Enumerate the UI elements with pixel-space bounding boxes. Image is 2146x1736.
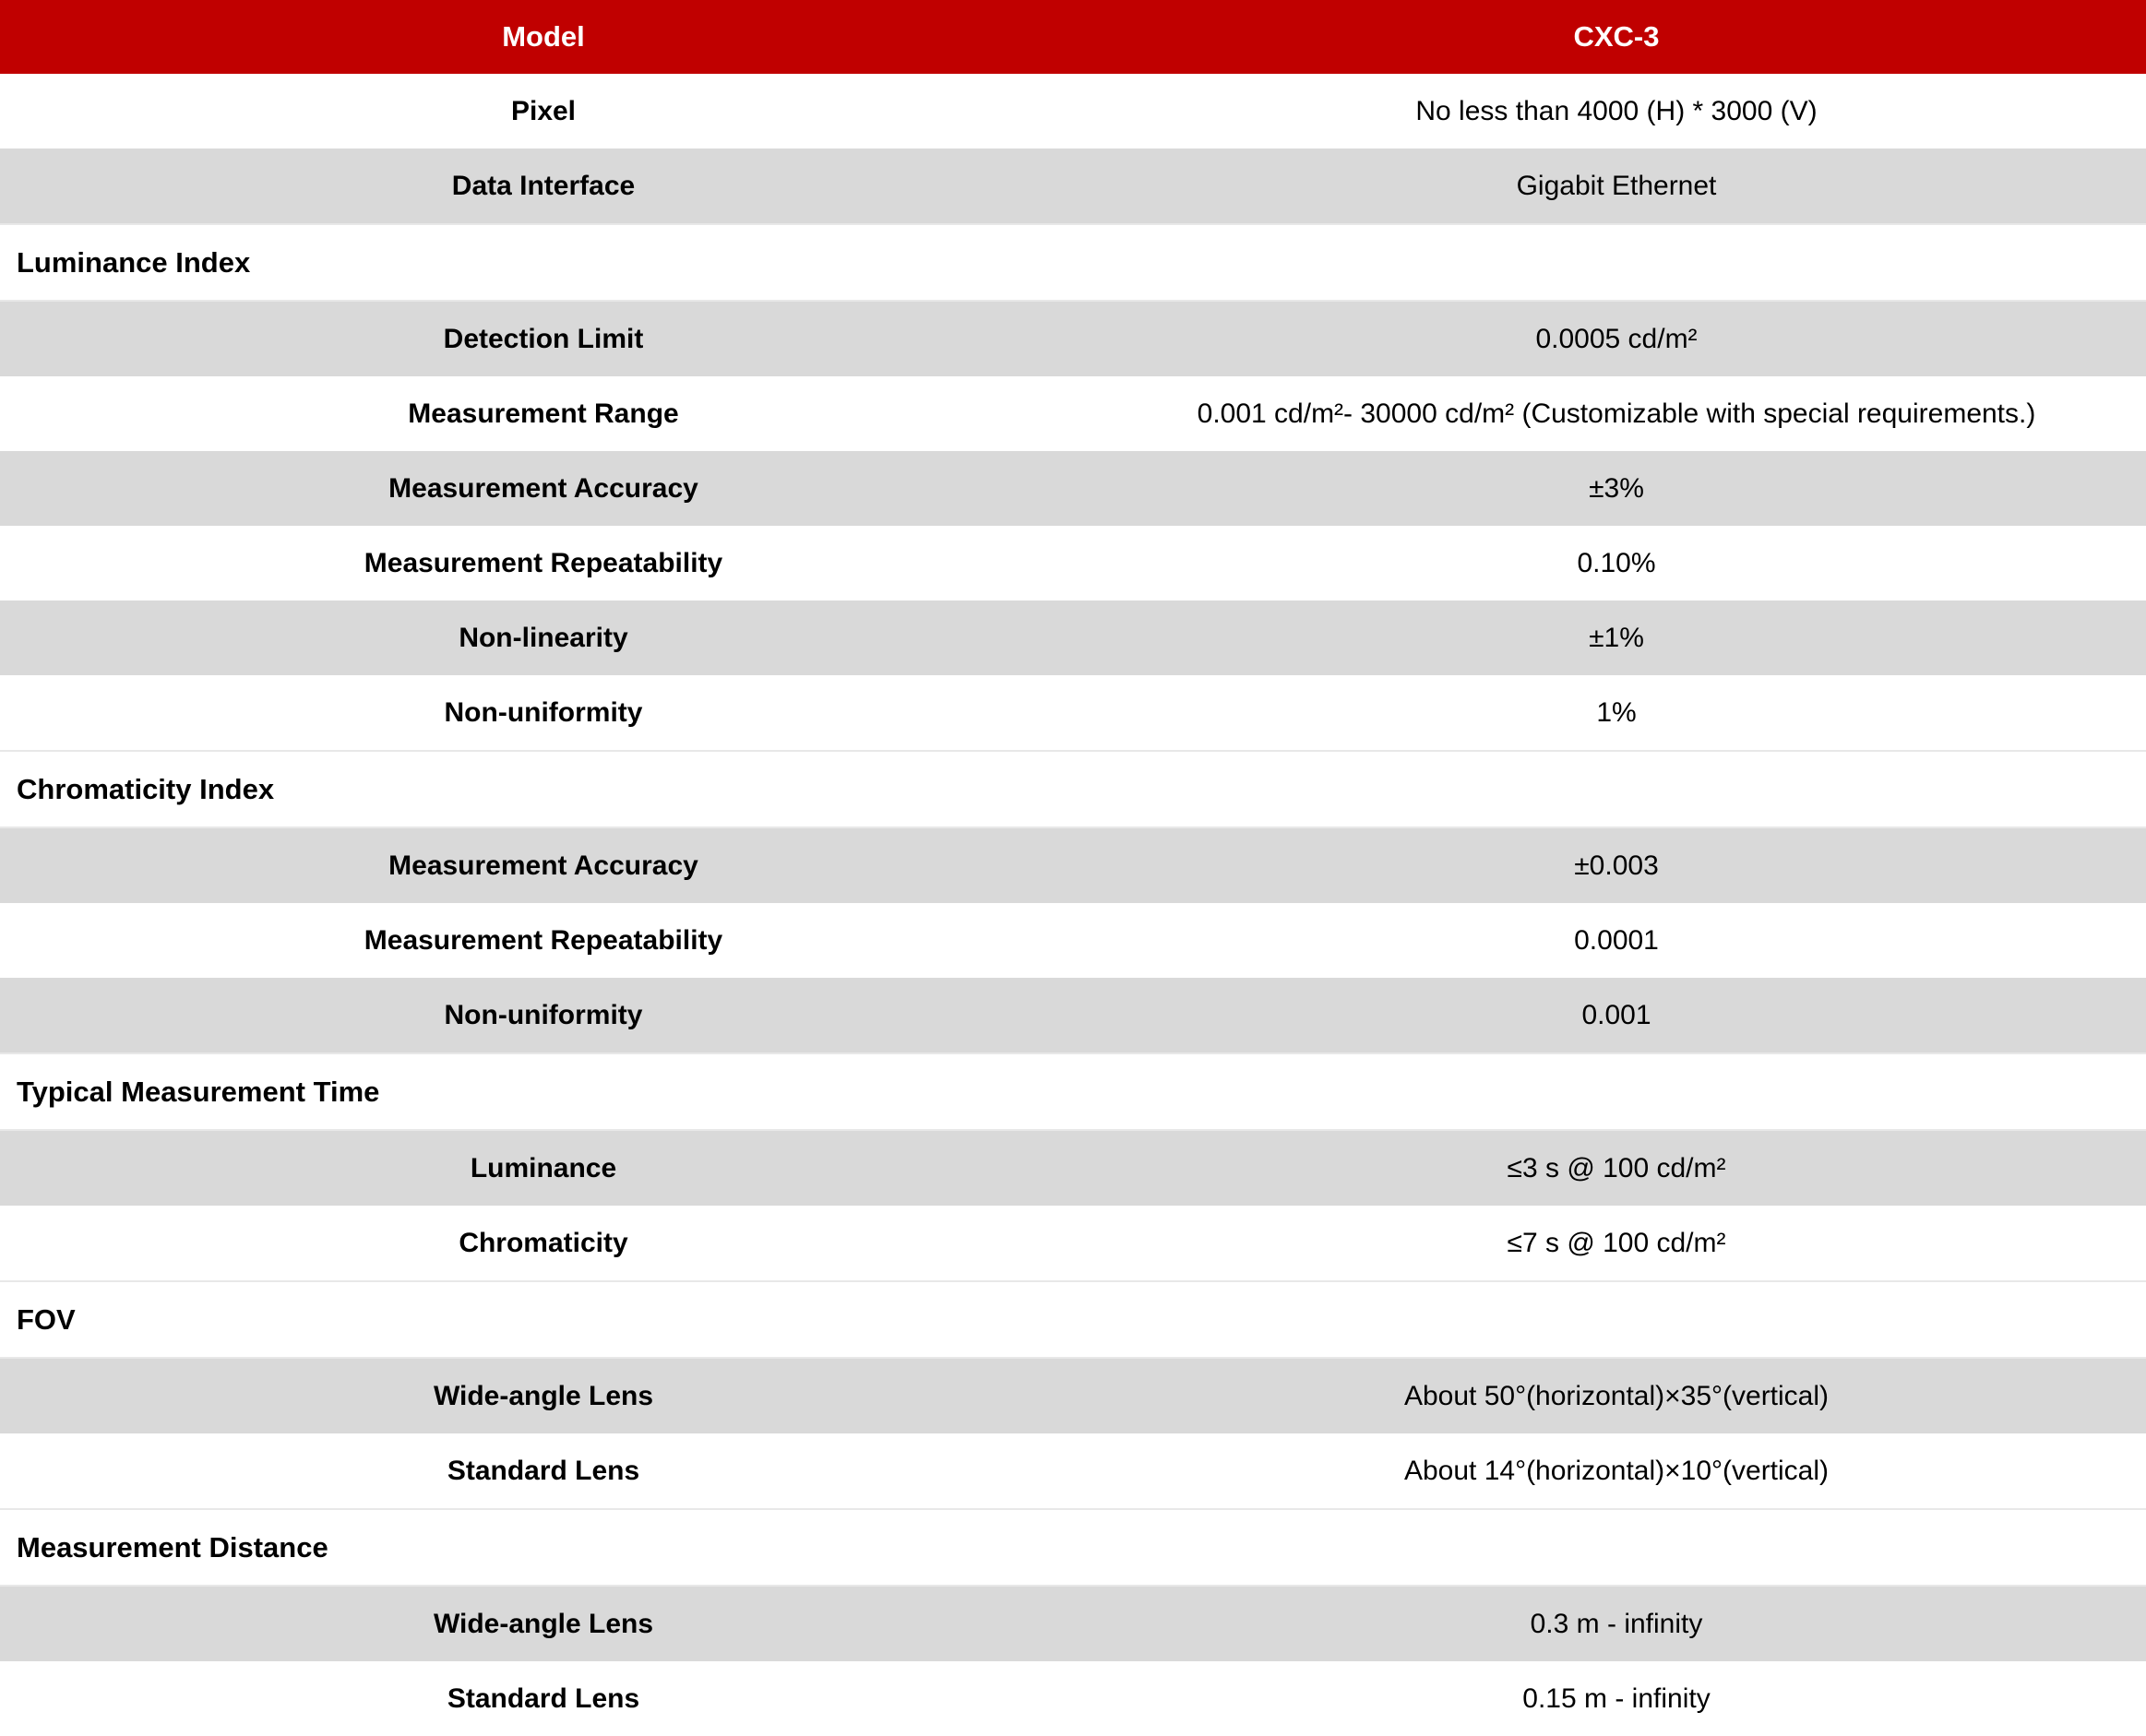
- table-row: [0, 827, 2146, 903]
- table-row: [0, 301, 2146, 376]
- row-label: Non-linearity: [0, 600, 1087, 675]
- section-label: Typical Measurement Time: [0, 1053, 2146, 1130]
- row-label: Data Interface: [0, 149, 1087, 224]
- table-row: [0, 1358, 2146, 1433]
- row-label: Chromaticity: [0, 1206, 1087, 1281]
- table-row: [0, 149, 2146, 224]
- row-label: Pixel: [0, 74, 1087, 149]
- row-label: Standard Lens: [0, 1661, 1087, 1736]
- table-row: [0, 675, 2146, 751]
- row-label: Measurement Accuracy: [0, 451, 1087, 526]
- row-value: 0.001: [1087, 978, 2146, 1053]
- table-section-row: [0, 224, 2146, 301]
- row-label: Measurement Repeatability: [0, 903, 1087, 978]
- row-label: Non-uniformity: [0, 978, 1087, 1053]
- table-section-row: [0, 751, 2146, 827]
- table-section-row: [0, 1053, 2146, 1130]
- header-cell-model: Model: [0, 0, 1087, 74]
- row-value: 0.0001: [1087, 903, 2146, 978]
- row-value: ≤3 s @ 100 cd/m²: [1087, 1130, 2146, 1206]
- table-header-row: [0, 0, 2146, 74]
- row-label: Wide-angle Lens: [0, 1586, 1087, 1661]
- table-section-row: [0, 1509, 2146, 1586]
- table-row: [0, 978, 2146, 1053]
- table-row: [0, 1206, 2146, 1281]
- section-label: FOV: [0, 1281, 2146, 1358]
- table-row: [0, 1661, 2146, 1736]
- row-value: ≤7 s @ 100 cd/m²: [1087, 1206, 2146, 1281]
- section-label: Luminance Index: [0, 224, 2146, 301]
- row-label: Standard Lens: [0, 1433, 1087, 1509]
- table-row: [0, 74, 2146, 149]
- table-row: [0, 1433, 2146, 1509]
- row-value: About 50°(horizontal)×35°(vertical): [1087, 1358, 2146, 1433]
- row-label: Wide-angle Lens: [0, 1358, 1087, 1433]
- row-value: Gigabit Ethernet: [1087, 149, 2146, 224]
- row-label: Non-uniformity: [0, 675, 1087, 751]
- row-label: Luminance: [0, 1130, 1087, 1206]
- table-row: [0, 1130, 2146, 1206]
- table-row: [0, 1586, 2146, 1661]
- row-value: ±0.003: [1087, 827, 2146, 903]
- row-value: No less than 4000 (H) * 3000 (V): [1087, 74, 2146, 149]
- row-value: 0.001 cd/m²- 30000 cd/m² (Customizable with special requirements.): [1087, 376, 2146, 451]
- row-label: Detection Limit: [0, 301, 1087, 376]
- row-label: Measurement Repeatability: [0, 526, 1087, 600]
- table-row: [0, 526, 2146, 600]
- row-value: 0.15 m - infinity: [1087, 1661, 2146, 1736]
- table-row: [0, 451, 2146, 526]
- table-section-row: [0, 1281, 2146, 1358]
- table-row: [0, 376, 2146, 451]
- row-value: ±3%: [1087, 451, 2146, 526]
- section-label: Measurement Distance: [0, 1509, 2146, 1586]
- row-value: 0.3 m - infinity: [1087, 1586, 2146, 1661]
- section-label: Chromaticity Index: [0, 751, 2146, 827]
- row-label: Measurement Accuracy: [0, 827, 1087, 903]
- row-value: 1%: [1087, 675, 2146, 751]
- row-value: 0.0005 cd/m²: [1087, 301, 2146, 376]
- row-value: About 14°(horizontal)×10°(vertical): [1087, 1433, 2146, 1509]
- row-value: 0.10%: [1087, 526, 2146, 600]
- row-value: ±1%: [1087, 600, 2146, 675]
- table-row: [0, 903, 2146, 978]
- table-row: [0, 600, 2146, 675]
- header-cell-model-value: CXC-3: [1087, 0, 2146, 74]
- row-label: Measurement Range: [0, 376, 1087, 451]
